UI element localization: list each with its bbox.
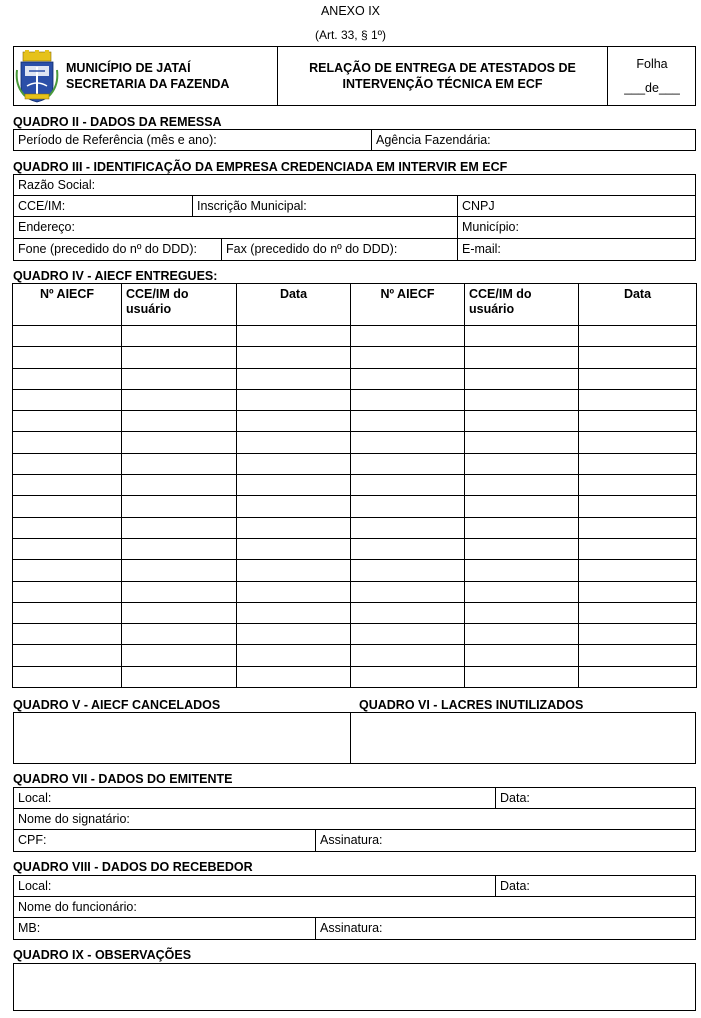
emitente-data-field[interactable]: Data:	[500, 791, 530, 805]
cell-data[interactable]	[579, 411, 697, 432]
cell-aiecf[interactable]	[351, 368, 465, 389]
cell-data[interactable]	[579, 645, 697, 666]
cell-data[interactable]	[579, 624, 697, 645]
cell-data[interactable]	[237, 389, 351, 410]
period-field[interactable]: Período de Referência (mês e ano):	[18, 133, 217, 147]
cell-aiecf[interactable]	[351, 538, 465, 559]
municipality-name: MUNICÍPIO DE JATAÍ	[66, 61, 191, 75]
annex-article: (Art. 33, § 1º)	[314, 28, 387, 42]
razao-social-field[interactable]: Razão Social:	[18, 178, 96, 192]
section-title-q4: QUADRO IV - AIECF ENTREGUES:	[13, 269, 218, 283]
header-box	[13, 46, 696, 106]
table-row	[13, 496, 697, 517]
cell-data[interactable]	[579, 368, 697, 389]
table-row	[13, 581, 697, 602]
cell-data[interactable]	[237, 368, 351, 389]
col-header-aiecf: Nº AIECF	[351, 284, 465, 326]
cell-aiecf[interactable]	[351, 624, 465, 645]
cell-aiecf[interactable]	[351, 581, 465, 602]
section-title-q9: QUADRO IX - OBSERVAÇÕES	[13, 948, 192, 962]
cell-cce-usuario[interactable]	[122, 453, 237, 474]
cell-cce-usuario[interactable]	[122, 347, 237, 368]
cell-aiecf[interactable]	[351, 475, 465, 496]
cell-aiecf[interactable]	[351, 432, 465, 453]
col-header-data: Data	[579, 284, 697, 326]
table-row	[13, 624, 697, 645]
cell-aiecf[interactable]	[13, 389, 122, 410]
cell-cce-usuario[interactable]	[465, 517, 579, 538]
cell-cce-usuario[interactable]	[465, 538, 579, 559]
table-row	[13, 453, 697, 474]
signatario-name-field[interactable]: Nome do signatário:	[18, 812, 130, 826]
observacoes-area[interactable]	[13, 963, 696, 1011]
funcionario-name-field[interactable]: Nome do funcionário:	[18, 900, 137, 914]
cell-data[interactable]	[237, 602, 351, 623]
form-title-line-1: RELAÇÃO DE ENTREGA DE ATESTADOS DE	[309, 61, 576, 75]
cell-cce-usuario[interactable]	[465, 326, 579, 347]
cell-cce-usuario[interactable]	[465, 411, 579, 432]
cell-data[interactable]	[237, 581, 351, 602]
table-row	[13, 389, 697, 410]
cell-cce-usuario[interactable]	[122, 538, 237, 559]
table-row	[13, 645, 697, 666]
cell-data[interactable]	[579, 602, 697, 623]
cell-aiecf[interactable]	[351, 411, 465, 432]
recebedor-local-field[interactable]: Local:	[18, 879, 52, 893]
cell-aiecf[interactable]	[13, 453, 122, 474]
table-row	[13, 560, 697, 581]
cell-aiecf[interactable]	[13, 602, 122, 623]
cell-cce-usuario[interactable]	[122, 581, 237, 602]
cell-aiecf[interactable]	[13, 475, 122, 496]
emitente-local-field[interactable]: Local:	[18, 791, 52, 805]
section-title-q6: QUADRO VI - LACRES INUTILIZADOS	[359, 698, 584, 712]
cell-data[interactable]	[237, 624, 351, 645]
table-row	[13, 602, 697, 623]
col-header-cce-usuario: CCE/IM do usuário	[465, 284, 579, 326]
table-row	[13, 432, 697, 453]
cell-data[interactable]	[237, 326, 351, 347]
cell-aiecf[interactable]	[13, 645, 122, 666]
cell-aiecf[interactable]	[13, 538, 122, 559]
cell-cce-usuario[interactable]	[122, 411, 237, 432]
cell-cce-usuario[interactable]	[465, 624, 579, 645]
cell-data[interactable]	[237, 645, 351, 666]
cell-aiecf[interactable]	[351, 517, 465, 538]
cell-cce-usuario[interactable]	[465, 560, 579, 581]
table-row	[13, 368, 697, 389]
table-row	[13, 347, 697, 368]
cell-cce-usuario[interactable]	[465, 453, 579, 474]
cell-data[interactable]	[237, 496, 351, 517]
cell-cce-usuario[interactable]	[122, 624, 237, 645]
cell-data[interactable]	[579, 389, 697, 410]
cell-cce-usuario[interactable]	[465, 475, 579, 496]
cell-cce-usuario[interactable]	[122, 389, 237, 410]
cell-aiecf[interactable]	[351, 666, 465, 687]
table-row	[13, 666, 697, 687]
cell-data[interactable]	[579, 453, 697, 474]
cell-cce-usuario[interactable]	[465, 347, 579, 368]
cell-cce-usuario[interactable]	[122, 368, 237, 389]
divider	[277, 46, 278, 106]
table-row	[13, 411, 697, 432]
cell-aiecf[interactable]	[351, 453, 465, 474]
cell-aiecf[interactable]	[351, 602, 465, 623]
cell-cce-usuario[interactable]	[122, 496, 237, 517]
cell-data[interactable]	[579, 347, 697, 368]
section-title-q7: QUADRO VII - DADOS DO EMITENTE	[13, 772, 233, 786]
cell-cce-usuario[interactable]	[465, 666, 579, 687]
cce-im-field[interactable]: CCE/IM:	[18, 199, 66, 213]
sheet-label: Folha	[636, 57, 668, 71]
agency-field[interactable]: Agência Fazendária:	[376, 133, 491, 147]
cell-cce-usuario[interactable]	[122, 602, 237, 623]
emitente-signature-field[interactable]: Assinatura:	[320, 833, 383, 847]
cell-aiecf[interactable]	[13, 326, 122, 347]
cell-cce-usuario[interactable]	[122, 326, 237, 347]
cell-cce-usuario[interactable]	[465, 432, 579, 453]
cell-cce-usuario[interactable]	[122, 666, 237, 687]
email-field[interactable]: E-mail:	[462, 242, 501, 256]
cell-data[interactable]	[237, 411, 351, 432]
municipio-field[interactable]: Município:	[462, 220, 519, 234]
cnpj-field[interactable]: CNPJ	[462, 199, 495, 213]
cell-data[interactable]	[579, 538, 697, 559]
cpf-field[interactable]: CPF:	[18, 833, 47, 847]
table-row	[13, 326, 697, 347]
cell-aiecf[interactable]	[351, 496, 465, 517]
cell-aiecf[interactable]	[351, 326, 465, 347]
cell-data[interactable]	[237, 666, 351, 687]
cell-data[interactable]	[237, 517, 351, 538]
cell-data[interactable]	[237, 538, 351, 559]
endereco-field[interactable]: Endereço:	[18, 220, 75, 234]
section-title-q8: QUADRO VIII - DADOS DO RECEBEDOR	[13, 860, 253, 874]
lacres-inutilizados-area[interactable]	[352, 713, 695, 763]
cell-cce-usuario[interactable]	[465, 645, 579, 666]
cell-aiecf[interactable]	[13, 411, 122, 432]
cell-data[interactable]	[579, 475, 697, 496]
aiecf-cancelados-area[interactable]	[14, 713, 349, 763]
cell-data[interactable]	[579, 666, 697, 687]
cell-aiecf[interactable]	[351, 560, 465, 581]
cell-cce-usuario[interactable]	[465, 602, 579, 623]
cell-cce-usuario[interactable]	[122, 560, 237, 581]
cell-cce-usuario[interactable]	[122, 517, 237, 538]
cell-data[interactable]	[579, 496, 697, 517]
divider	[13, 195, 696, 196]
aiecf-table	[12, 283, 697, 688]
cell-data[interactable]	[579, 432, 697, 453]
section-title-q3: QUADRO III - IDENTIFICAÇÃO DA EMPRESA CREDENCIADA EM INTERVIR EM ECF	[13, 160, 508, 174]
cell-data[interactable]	[579, 326, 697, 347]
sheet-number[interactable]: ___de___	[624, 81, 680, 95]
cell-data[interactable]	[237, 560, 351, 581]
table-row	[13, 517, 697, 538]
cell-aiecf[interactable]	[13, 517, 122, 538]
cell-cce-usuario[interactable]	[465, 389, 579, 410]
cell-aiecf[interactable]	[13, 560, 122, 581]
divider	[607, 46, 608, 106]
annex-label: ANEXO IX	[320, 4, 381, 18]
fone-field[interactable]: Fone (precedido do nº do DDD):	[18, 242, 197, 256]
divider	[13, 216, 696, 217]
cell-aiecf[interactable]	[13, 624, 122, 645]
cell-cce-usuario[interactable]	[122, 645, 237, 666]
cell-data[interactable]	[237, 453, 351, 474]
department-name: SECRETARIA DA FAZENDA	[66, 77, 230, 91]
cell-cce-usuario[interactable]	[465, 496, 579, 517]
cell-cce-usuario[interactable]	[465, 368, 579, 389]
table-row	[13, 475, 697, 496]
cell-aiecf[interactable]	[351, 389, 465, 410]
recebedor-data-field[interactable]: Data:	[500, 879, 530, 893]
cell-data[interactable]	[579, 581, 697, 602]
municipal-coat-of-arms-icon	[15, 50, 59, 104]
divider	[350, 712, 351, 764]
cell-aiecf[interactable]	[351, 645, 465, 666]
section-title-q5: QUADRO V - AIECF CANCELADOS	[13, 698, 221, 712]
section-title-q2: QUADRO II - DADOS DA REMESSA	[13, 115, 222, 129]
cell-aiecf[interactable]	[13, 432, 122, 453]
inscricao-municipal-field[interactable]: Inscrição Municipal:	[197, 199, 307, 213]
cell-data[interactable]	[237, 432, 351, 453]
recebedor-signature-field[interactable]: Assinatura:	[320, 921, 383, 935]
col-header-cce-usuario: CCE/IM do usuário	[122, 284, 237, 326]
form-title-line-2: INTERVENÇÃO TÉCNICA EM ECF	[342, 77, 543, 91]
table-row	[13, 538, 697, 559]
fax-field[interactable]: Fax (precedido do nº do DDD):	[226, 242, 398, 256]
cell-cce-usuario[interactable]	[465, 581, 579, 602]
cell-data[interactable]	[237, 475, 351, 496]
mb-field[interactable]: MB:	[18, 921, 41, 935]
cell-aiecf[interactable]	[13, 581, 122, 602]
cell-cce-usuario[interactable]	[122, 475, 237, 496]
cell-data[interactable]	[579, 560, 697, 581]
cell-aiecf[interactable]	[13, 347, 122, 368]
cell-data[interactable]	[237, 347, 351, 368]
cell-aiecf[interactable]	[13, 496, 122, 517]
cell-cce-usuario[interactable]	[122, 432, 237, 453]
cell-aiecf[interactable]	[13, 368, 122, 389]
col-header-data: Data	[237, 284, 351, 326]
col-header-aiecf: Nº AIECF	[13, 284, 122, 326]
cell-aiecf[interactable]	[351, 347, 465, 368]
cell-data[interactable]	[579, 517, 697, 538]
cell-aiecf[interactable]	[13, 666, 122, 687]
